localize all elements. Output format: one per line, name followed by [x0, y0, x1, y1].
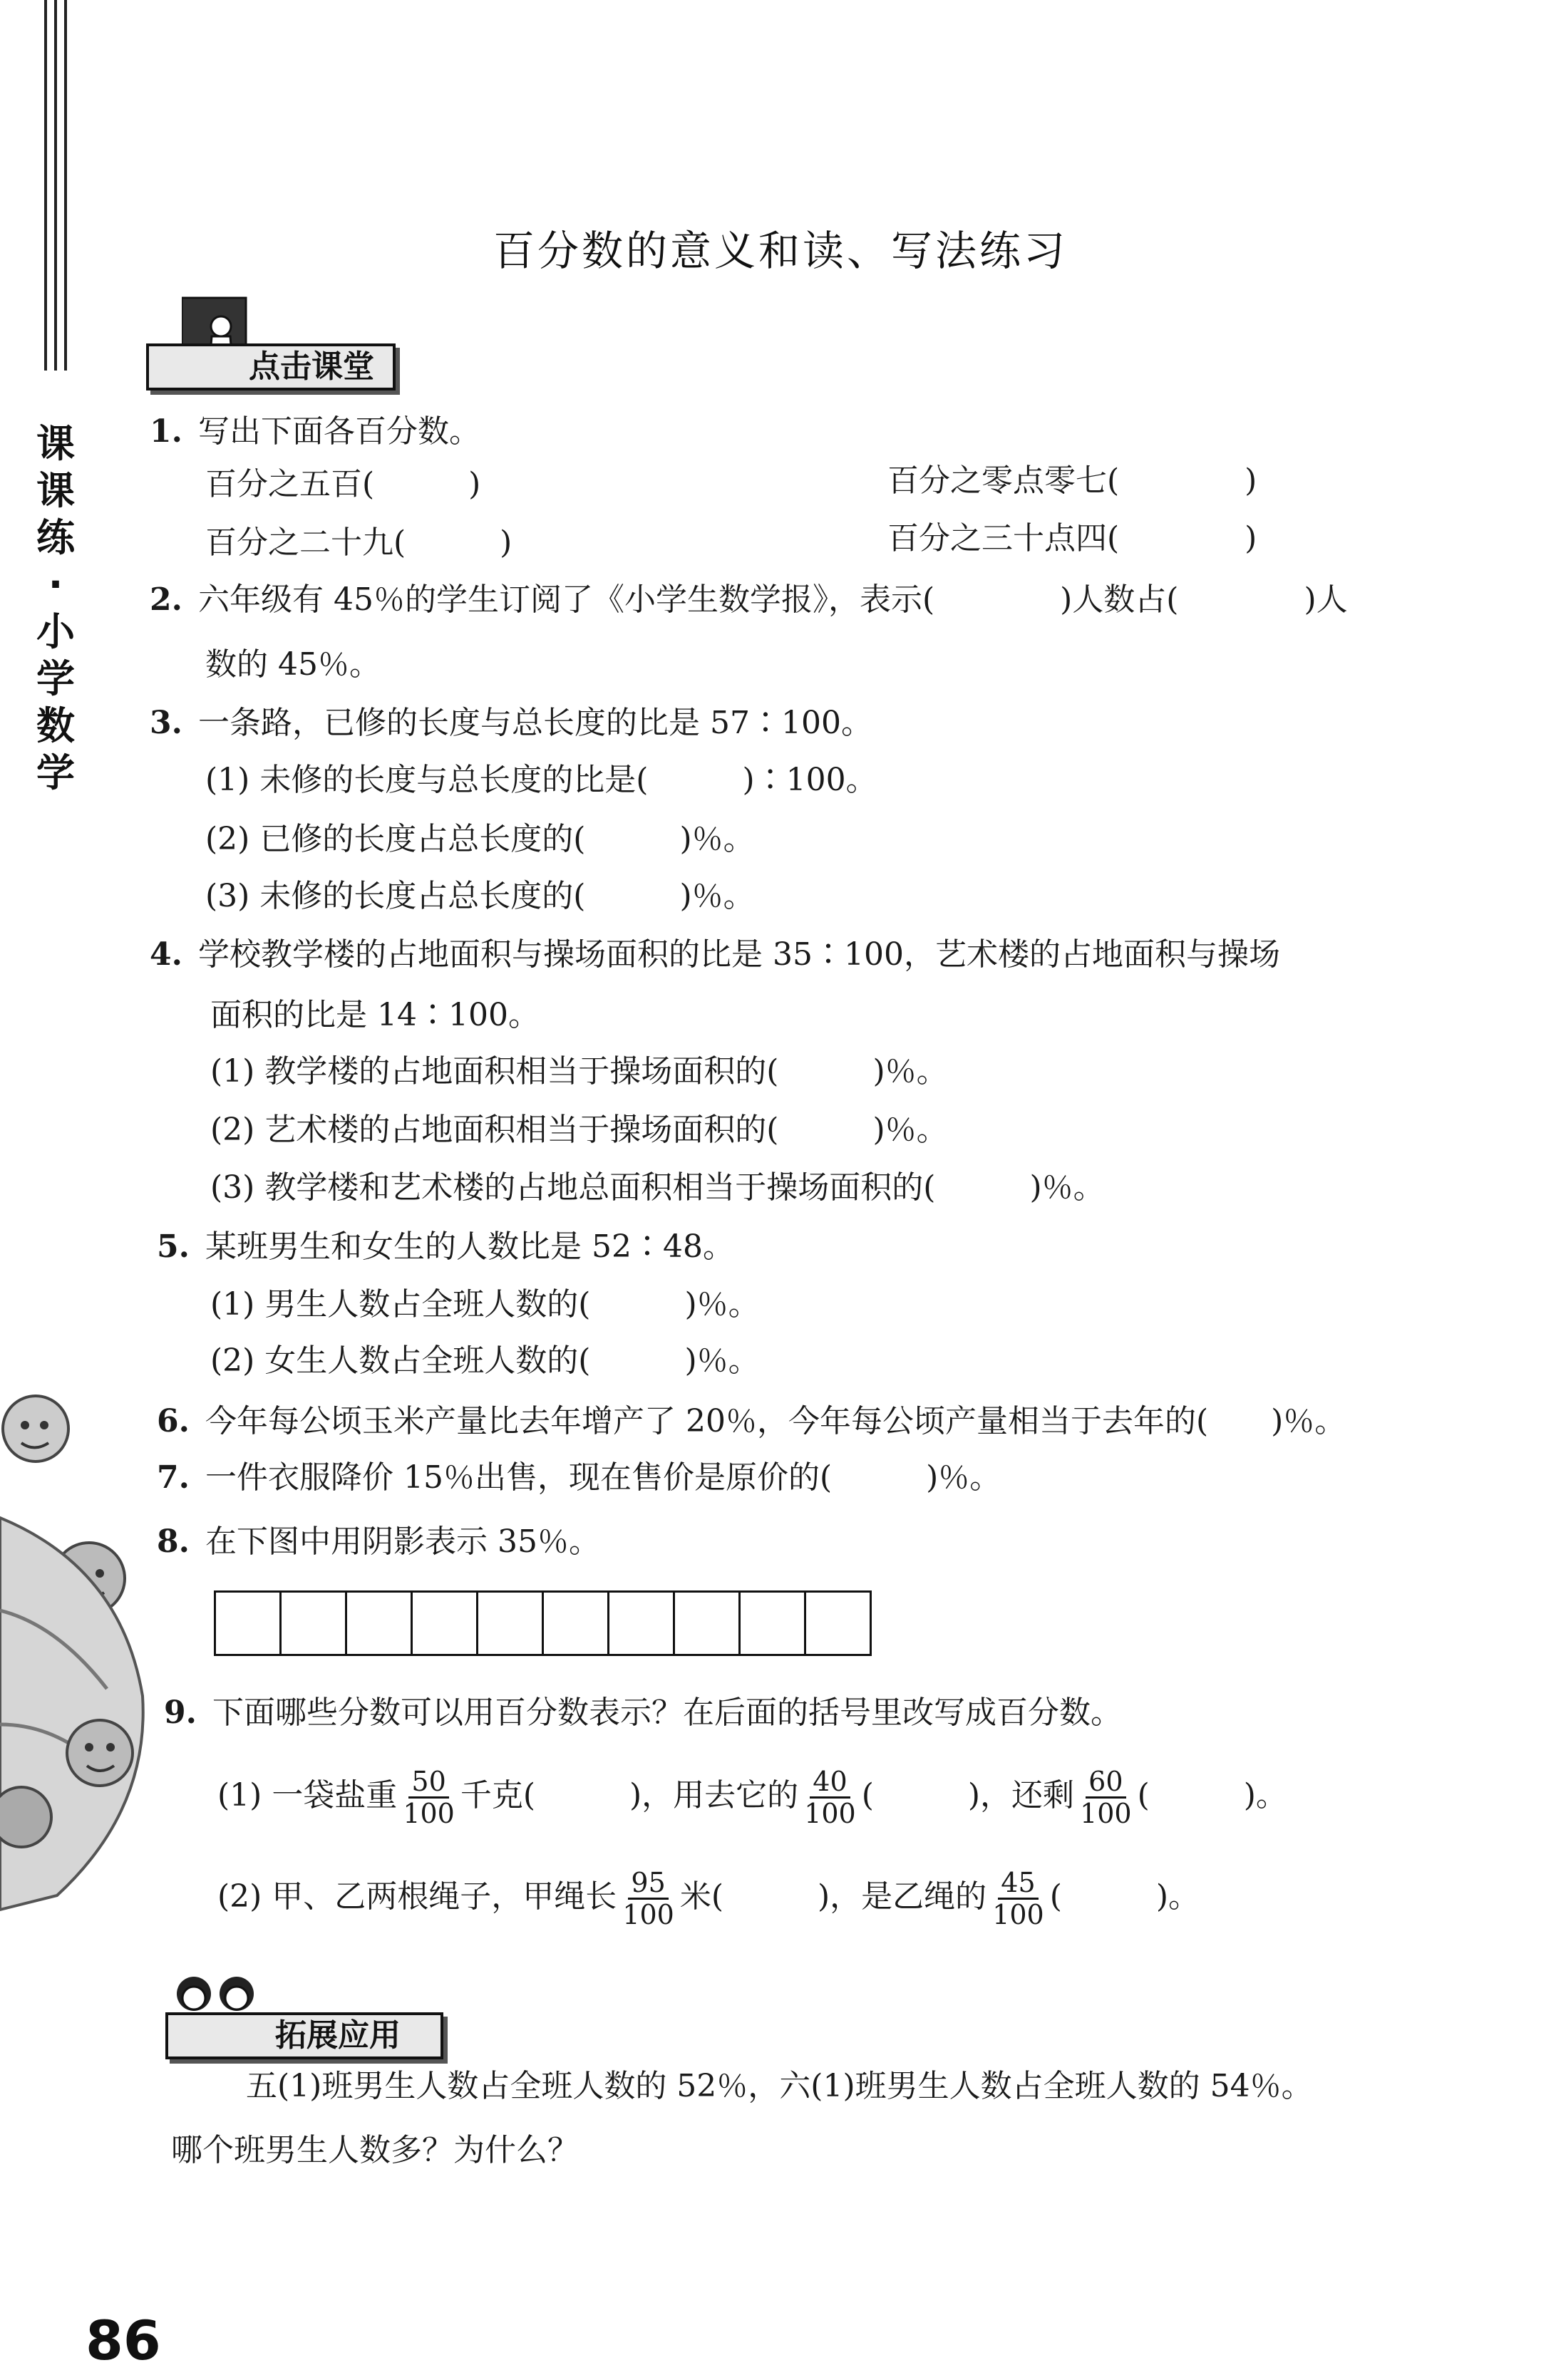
grid-cell[interactable]	[282, 1593, 347, 1654]
question-9-part2: (2) 甲、乙两根绳子，甲绳长 $\frac{95}{100}$ 米( )，是乙绳的 $\frac{45}{100}$ ( )。	[217, 1867, 1200, 1930]
page-number: 86	[86, 2309, 161, 2372]
grid-cell[interactable]	[609, 1593, 675, 1654]
question-1a: 百分之五百( )	[205, 466, 481, 502]
question-1b: 百分之零点零七( )	[887, 462, 1257, 499]
margin-line	[64, 0, 67, 371]
margin-line	[54, 0, 57, 371]
margin-line	[44, 0, 47, 371]
question-5-part1: (1) 男生人数占全班人数的( )％。	[210, 1286, 760, 1323]
grid-cell[interactable]	[544, 1593, 609, 1654]
question-8: 8. 在下图中用阴影表示 35％。	[157, 1523, 600, 1560]
question-3-part3: (3) 未修的长度占总长度的( )％。	[205, 878, 755, 914]
question-6: 6. 今年每公顷玉米产量比去年增产了 20％，今年每公顷产量相当于去年的( )％。	[157, 1403, 1346, 1439]
extension-line1: 五(1)班男生人数占全班人数的 52％，六(1)班男生人数占全班人数的 54％。	[246, 2068, 1313, 2104]
question-7: 7. 一件衣服降价 15％出售，现在售价是原价的( )％。	[157, 1459, 1001, 1496]
question-4-line2: 面积的比是 14∶100。	[210, 997, 540, 1033]
question-9-stem: 9. 下面哪些分数可以用百分数表示？在后面的括号里改写成百分数。	[164, 1695, 1122, 1731]
question-1c: 百分之二十九( )	[205, 524, 512, 561]
grid-cell[interactable]	[741, 1593, 806, 1654]
question-2-line2: 数的 45％。	[205, 646, 381, 683]
fraction: $\frac{60}{100}$	[1080, 1766, 1132, 1829]
fraction: $\frac{95}{100}$	[622, 1867, 674, 1930]
grid-cell[interactable]	[675, 1593, 741, 1654]
extension-section-title: 拓展应用	[165, 2012, 443, 2059]
question-3-stem: 3. 一条路，已修的长度与总长度的比是 57∶100。	[150, 705, 872, 741]
grid-cell[interactable]	[806, 1593, 870, 1654]
question-3-part2: (2) 已修的长度占总长度的( )％。	[205, 821, 755, 857]
series-label: 课 课 练 · 小 学 数 学	[36, 421, 75, 795]
fraction: $\frac{45}{100}$	[992, 1867, 1044, 1930]
question-2-line1: 2. 六年级有 45％的学生订阅了《小学生数学报》，表示( )人数占( )人	[150, 581, 1348, 618]
classroom-section-title: 点击课堂	[146, 343, 396, 390]
grid-cell[interactable]	[216, 1593, 282, 1654]
question-4-part2: (2) 艺术楼的占地面积相当于操场面积的( )％。	[210, 1112, 948, 1148]
shading-grid	[214, 1590, 872, 1656]
grid-cell[interactable]	[347, 1593, 413, 1654]
extension-line2: 哪个班男生人数多？为什么？	[171, 2132, 579, 2168]
question-9-part1: (1) 一袋盐重 $\frac{50}{100}$ 千克( )，用去它的 $\frac{40}{100}$ ( )，还剩 $\frac{60}{100}$ ( )。	[217, 1766, 1287, 1829]
question-1-stem: 1. 写出下面各百分数。	[150, 410, 480, 453]
children-globe-illustration	[0, 1354, 178, 1938]
question-4-part3: (3) 教学楼和艺术楼的占地总面积相当于操场面积的( )％。	[210, 1169, 1105, 1206]
question-4-line1: 4. 学校教学楼的占地面积与操场面积的比是 35∶100，艺术楼的占地面积与操场	[150, 936, 1280, 973]
page-title: 百分数的意义和读、写法练习	[493, 227, 1068, 275]
fraction: $\frac{50}{100}$	[403, 1766, 455, 1829]
grid-cell[interactable]	[413, 1593, 478, 1654]
question-5-stem: 5. 某班男生和女生的人数比是 52∶48。	[157, 1228, 734, 1265]
fraction: $\frac{40}{100}$	[804, 1766, 856, 1829]
question-4-part1: (1) 教学楼的占地面积相当于操场面积的( )％。	[210, 1053, 948, 1090]
question-1d: 百分之三十点四( )	[887, 520, 1257, 557]
question-3-part1: (1) 未修的长度与总长度的比是( )∶100。	[205, 762, 877, 798]
question-number: 1.	[150, 413, 182, 450]
question-5-part2: (2) 女生人数占全班人数的( )％。	[210, 1342, 760, 1379]
grid-cell[interactable]	[478, 1593, 544, 1654]
